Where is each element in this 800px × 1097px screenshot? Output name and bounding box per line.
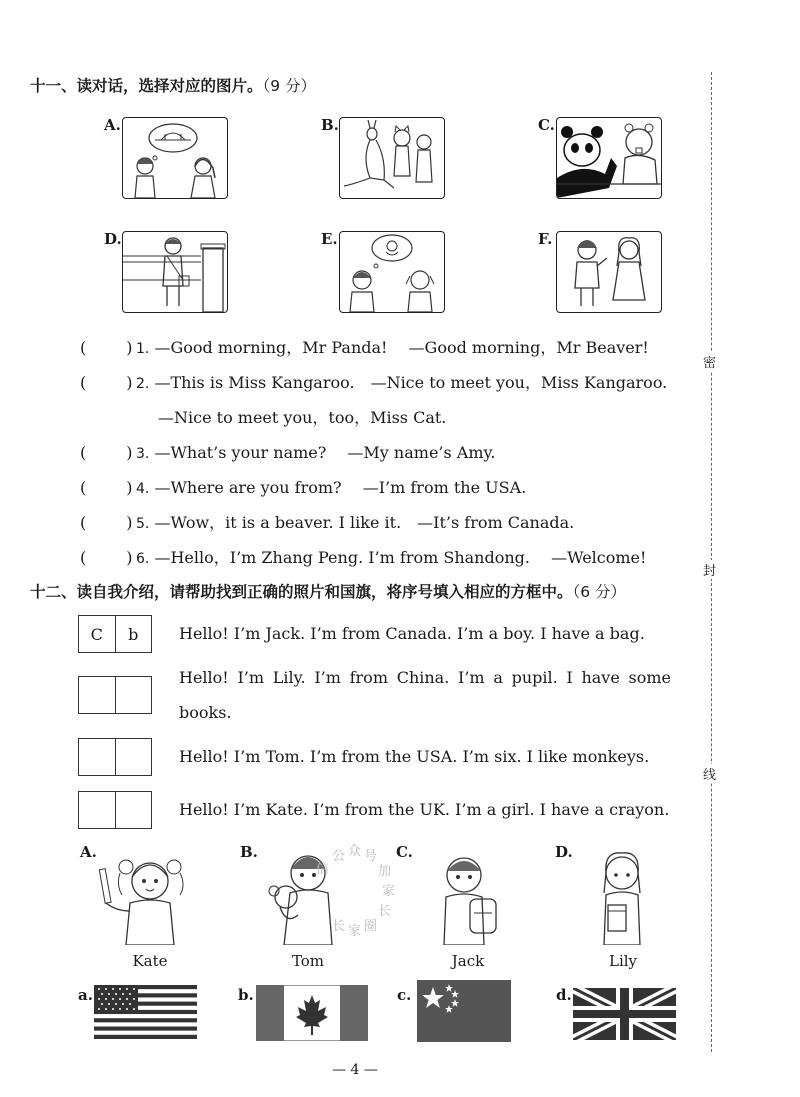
picture-label-d: D. bbox=[104, 230, 122, 248]
picture-label-a: A. bbox=[104, 116, 121, 134]
answer-box-1-flag[interactable]: b bbox=[115, 616, 152, 652]
question-6: ( ) 6. —Hello，I’m Zhang Peng. I’m from Shandong. —Welcome! bbox=[80, 548, 647, 567]
boy-girl-greeting-icon bbox=[556, 231, 662, 313]
girl-with-books-icon bbox=[584, 845, 660, 945]
answer-box-4[interactable] bbox=[78, 791, 152, 829]
watermark-char: 号 bbox=[364, 849, 378, 864]
watermark-char: 加 bbox=[378, 864, 392, 879]
answer-box-1[interactable] bbox=[78, 615, 152, 653]
flag-label-b: b. bbox=[238, 986, 254, 1004]
uk-flag-icon bbox=[573, 988, 676, 1040]
kid-label-d: D. bbox=[555, 843, 573, 861]
question-4: ( ) 4. —Where are you from? —I’m from the USA. bbox=[80, 478, 527, 497]
watermark-char: 长 bbox=[332, 919, 346, 934]
seal-char-xian: 线 bbox=[703, 764, 716, 783]
flag-label-c: c. bbox=[397, 986, 412, 1004]
flag-label-a: a. bbox=[78, 986, 93, 1004]
answer-box-2-flag[interactable] bbox=[115, 677, 152, 713]
picture-label-e: E. bbox=[321, 230, 338, 248]
answer-box-2-photo[interactable] bbox=[79, 677, 115, 713]
kid-name-lily: Lily bbox=[608, 952, 638, 970]
china-flag-icon bbox=[417, 980, 511, 1042]
answer-box-3-flag[interactable] bbox=[115, 739, 152, 775]
page-number: — 4 — bbox=[332, 1062, 378, 1078]
answer-box-4-flag[interactable] bbox=[115, 792, 152, 828]
kid-label-b: B. bbox=[240, 843, 258, 861]
usa-flag-icon bbox=[94, 985, 197, 1039]
panda-beaver-icon bbox=[556, 117, 662, 199]
kangaroo-cat-animals-icon bbox=[339, 117, 445, 199]
watermark-char: 家 bbox=[382, 884, 396, 899]
intro-lily: Hello! I’m Lily. I’m from China. I’m a pupil. I have some books. bbox=[179, 668, 671, 722]
kid-name-kate: Kate bbox=[132, 952, 168, 970]
kid-label-c: C. bbox=[396, 843, 413, 861]
watermark-char: 家 bbox=[348, 924, 362, 939]
answer-box-1-photo[interactable]: C bbox=[90, 624, 103, 644]
watermark-char: 众 bbox=[348, 844, 362, 859]
answer-box-3-photo[interactable] bbox=[79, 739, 115, 775]
kids-thinking-beaver-icon bbox=[339, 231, 445, 313]
section-12-title: 十二、读自我介绍，请帮助找到正确的照片和国旗，将序号填入相应的方框中。（6 分） bbox=[30, 583, 627, 601]
answer-box-2[interactable] bbox=[78, 676, 152, 714]
girl-with-crayon-icon bbox=[96, 845, 192, 945]
watermark-char: 圈 bbox=[364, 919, 378, 934]
watermark-char: 信 bbox=[316, 862, 330, 877]
answer-box-4-photo[interactable] bbox=[79, 792, 115, 828]
flag-label-d: d. bbox=[556, 986, 572, 1004]
two-kids-thinking-bridge-icon bbox=[122, 117, 228, 199]
kid-label-a: A. bbox=[80, 843, 97, 861]
watermark-char: 公 bbox=[332, 849, 346, 864]
seal-char-mi: 密 bbox=[703, 352, 716, 371]
intro-tom: Hello! I’m Tom. I’m from the USA. I’m six. I like monkeys. bbox=[179, 747, 650, 766]
seal-char-feng: 封 bbox=[703, 560, 716, 579]
intro-kate: Hello! I’m Kate. I’m from the UK. I’m a girl. I have a crayon. bbox=[179, 800, 670, 819]
kid-name-jack: Jack bbox=[451, 952, 485, 970]
kid-name-tom: Tom bbox=[291, 952, 325, 970]
picture-label-b: B. bbox=[321, 116, 339, 134]
section-11-title: 十一、读对话，选择对应的图片。（9 分） bbox=[30, 77, 317, 95]
watermark-char: 长 bbox=[378, 904, 392, 919]
intro-jack: Hello! I’m Jack. I’m from Canada. I’m a boy. I have a bag. bbox=[179, 624, 645, 643]
question-2: ( ) 2. —This is Miss Kangaroo. —Nice to meet you，Miss Kangaroo. bbox=[80, 373, 668, 392]
boy-with-backpack-icon bbox=[418, 845, 508, 945]
canada-flag-icon bbox=[256, 985, 368, 1041]
picture-label-f: F. bbox=[538, 230, 553, 248]
boy-with-bag-icon bbox=[122, 231, 228, 313]
question-3: ( ) 3. —What’s your name? —My name’s Amy. bbox=[80, 443, 496, 462]
answer-box-3[interactable] bbox=[78, 738, 152, 776]
question-5: ( ) 5. —Wow，it is a beaver. I like it. —It’s from Canada. bbox=[80, 513, 575, 532]
picture-label-c: C. bbox=[538, 116, 555, 134]
question-2-line-2: —Nice to meet you，too，Miss Cat. bbox=[158, 408, 447, 427]
question-1: ( ) 1. —Good morning，Mr Panda! —Good morning，Mr Beaver! bbox=[80, 338, 649, 357]
